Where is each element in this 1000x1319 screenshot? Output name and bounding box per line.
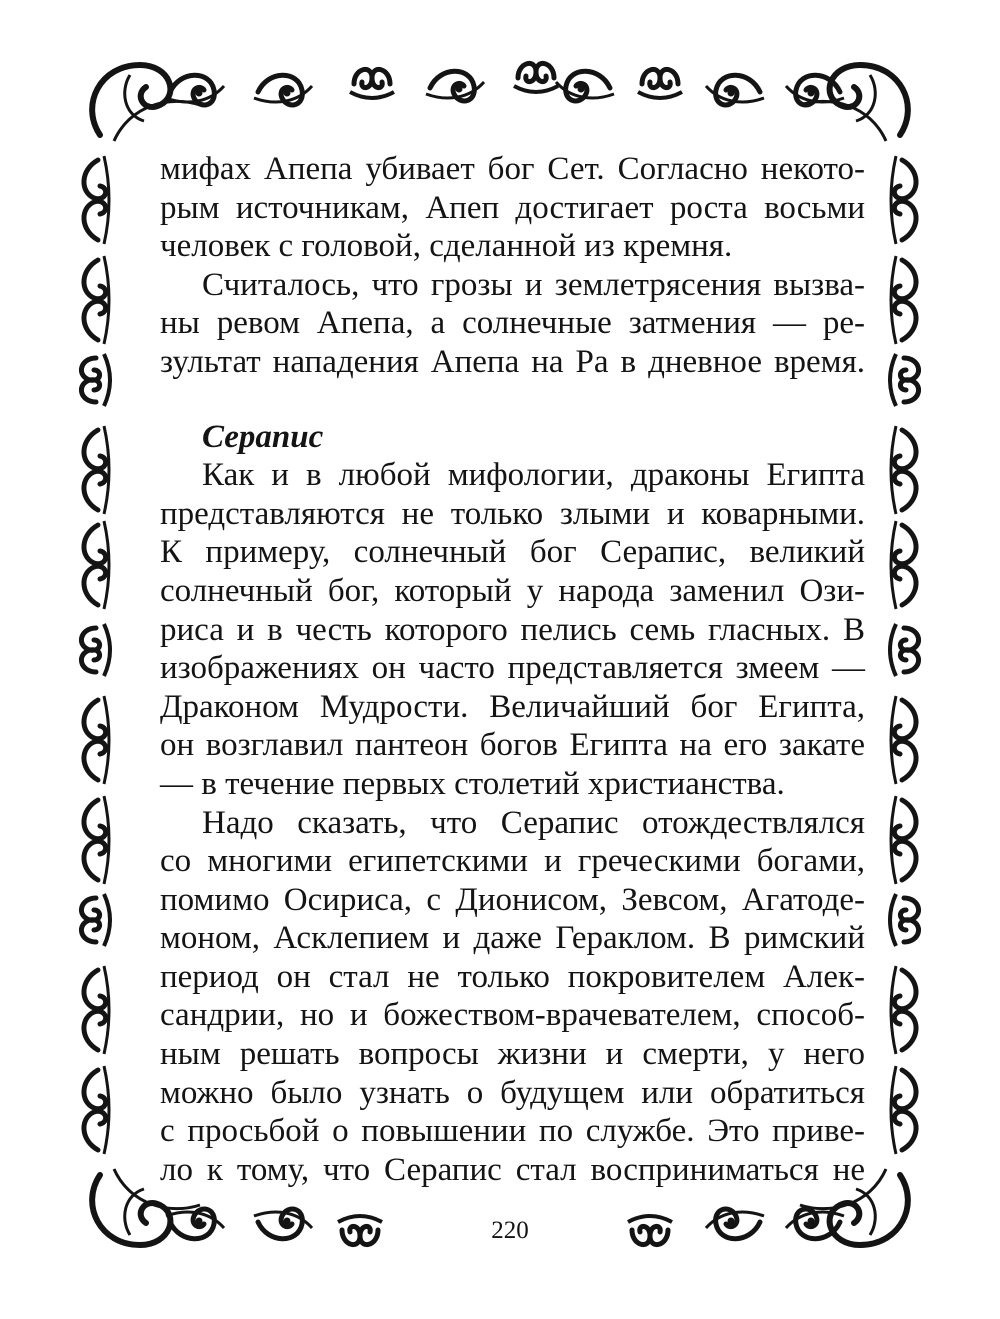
text-line: помимо Осириса, с Дионисом, Зевсом, Агатоде- <box>160 881 865 918</box>
section-heading: Серапис <box>202 418 324 455</box>
text-line: — в течение первых столетий христианства. <box>160 765 785 802</box>
section-spacer <box>160 382 865 418</box>
body-text <box>160 150 865 1189</box>
paragraph <box>160 456 865 803</box>
text-line: Надо сказать, что Серапис отождествлялся <box>202 804 865 841</box>
text-line: моном, Асклепием и даже Гераклом. В римский <box>160 920 865 957</box>
text-line: ным решать вопросы жизни и смерти, у него <box>160 1036 865 1073</box>
text-line: ны ревом Апепа, а солнечные затмения — ре- <box>160 305 865 342</box>
text-line: Считалось, что грозы и землетрясения вызва- <box>202 266 865 303</box>
text-line: период он стал не только покровителем Алек- <box>160 958 865 995</box>
text-line: изображениях он часто представляется змеем — <box>160 650 865 687</box>
text-line: со многими египетскими и греческими богами, <box>160 843 865 880</box>
left-border-ornaments <box>81 156 110 1154</box>
text-line: солнечный бог, который у народа заменил Ози- <box>160 572 865 609</box>
paragraph <box>160 150 865 266</box>
text-line: зультат нападения Апепа на Ра в дневное время. <box>160 343 865 380</box>
paragraph <box>160 804 865 1190</box>
text-line: мифах Апепа убивает бог Сет. Согласно некото- <box>160 151 865 187</box>
text-line: К примеру, солнечный бог Серапис, великий <box>160 534 865 571</box>
text-line: можно было узнать о будущем или обратиться <box>160 1074 865 1111</box>
text-line: рым источникам, Апеп достигает роста восьми <box>160 189 865 226</box>
text-line: ло к тому, что Серапис стал восприниматься не <box>160 1151 865 1188</box>
paragraph <box>160 266 865 382</box>
text-line: риса и в честь которого пелись семь гласных. В <box>160 611 865 648</box>
text-line: представляются не только злыми и коварными. <box>160 495 865 532</box>
top-border-ornaments <box>166 63 844 105</box>
right-border-ornaments <box>890 156 919 1154</box>
page-number: 220 <box>491 1217 529 1244</box>
text-line: с просьбой о повышении по службе. Это приве- <box>160 1113 865 1150</box>
text-line: сандрии, но и божеством-врачевателем, способ- <box>160 997 865 1034</box>
text-line: он возглавил пантеон богов Египта на его закате <box>160 727 865 764</box>
text-line: Драконом Мудрости. Величайший бог Египта, <box>160 688 865 725</box>
text-line: Как и в любой мифологии, драконы Египта <box>202 457 865 494</box>
text-line: человек с головой, сделанной из кремня. <box>160 228 733 265</box>
